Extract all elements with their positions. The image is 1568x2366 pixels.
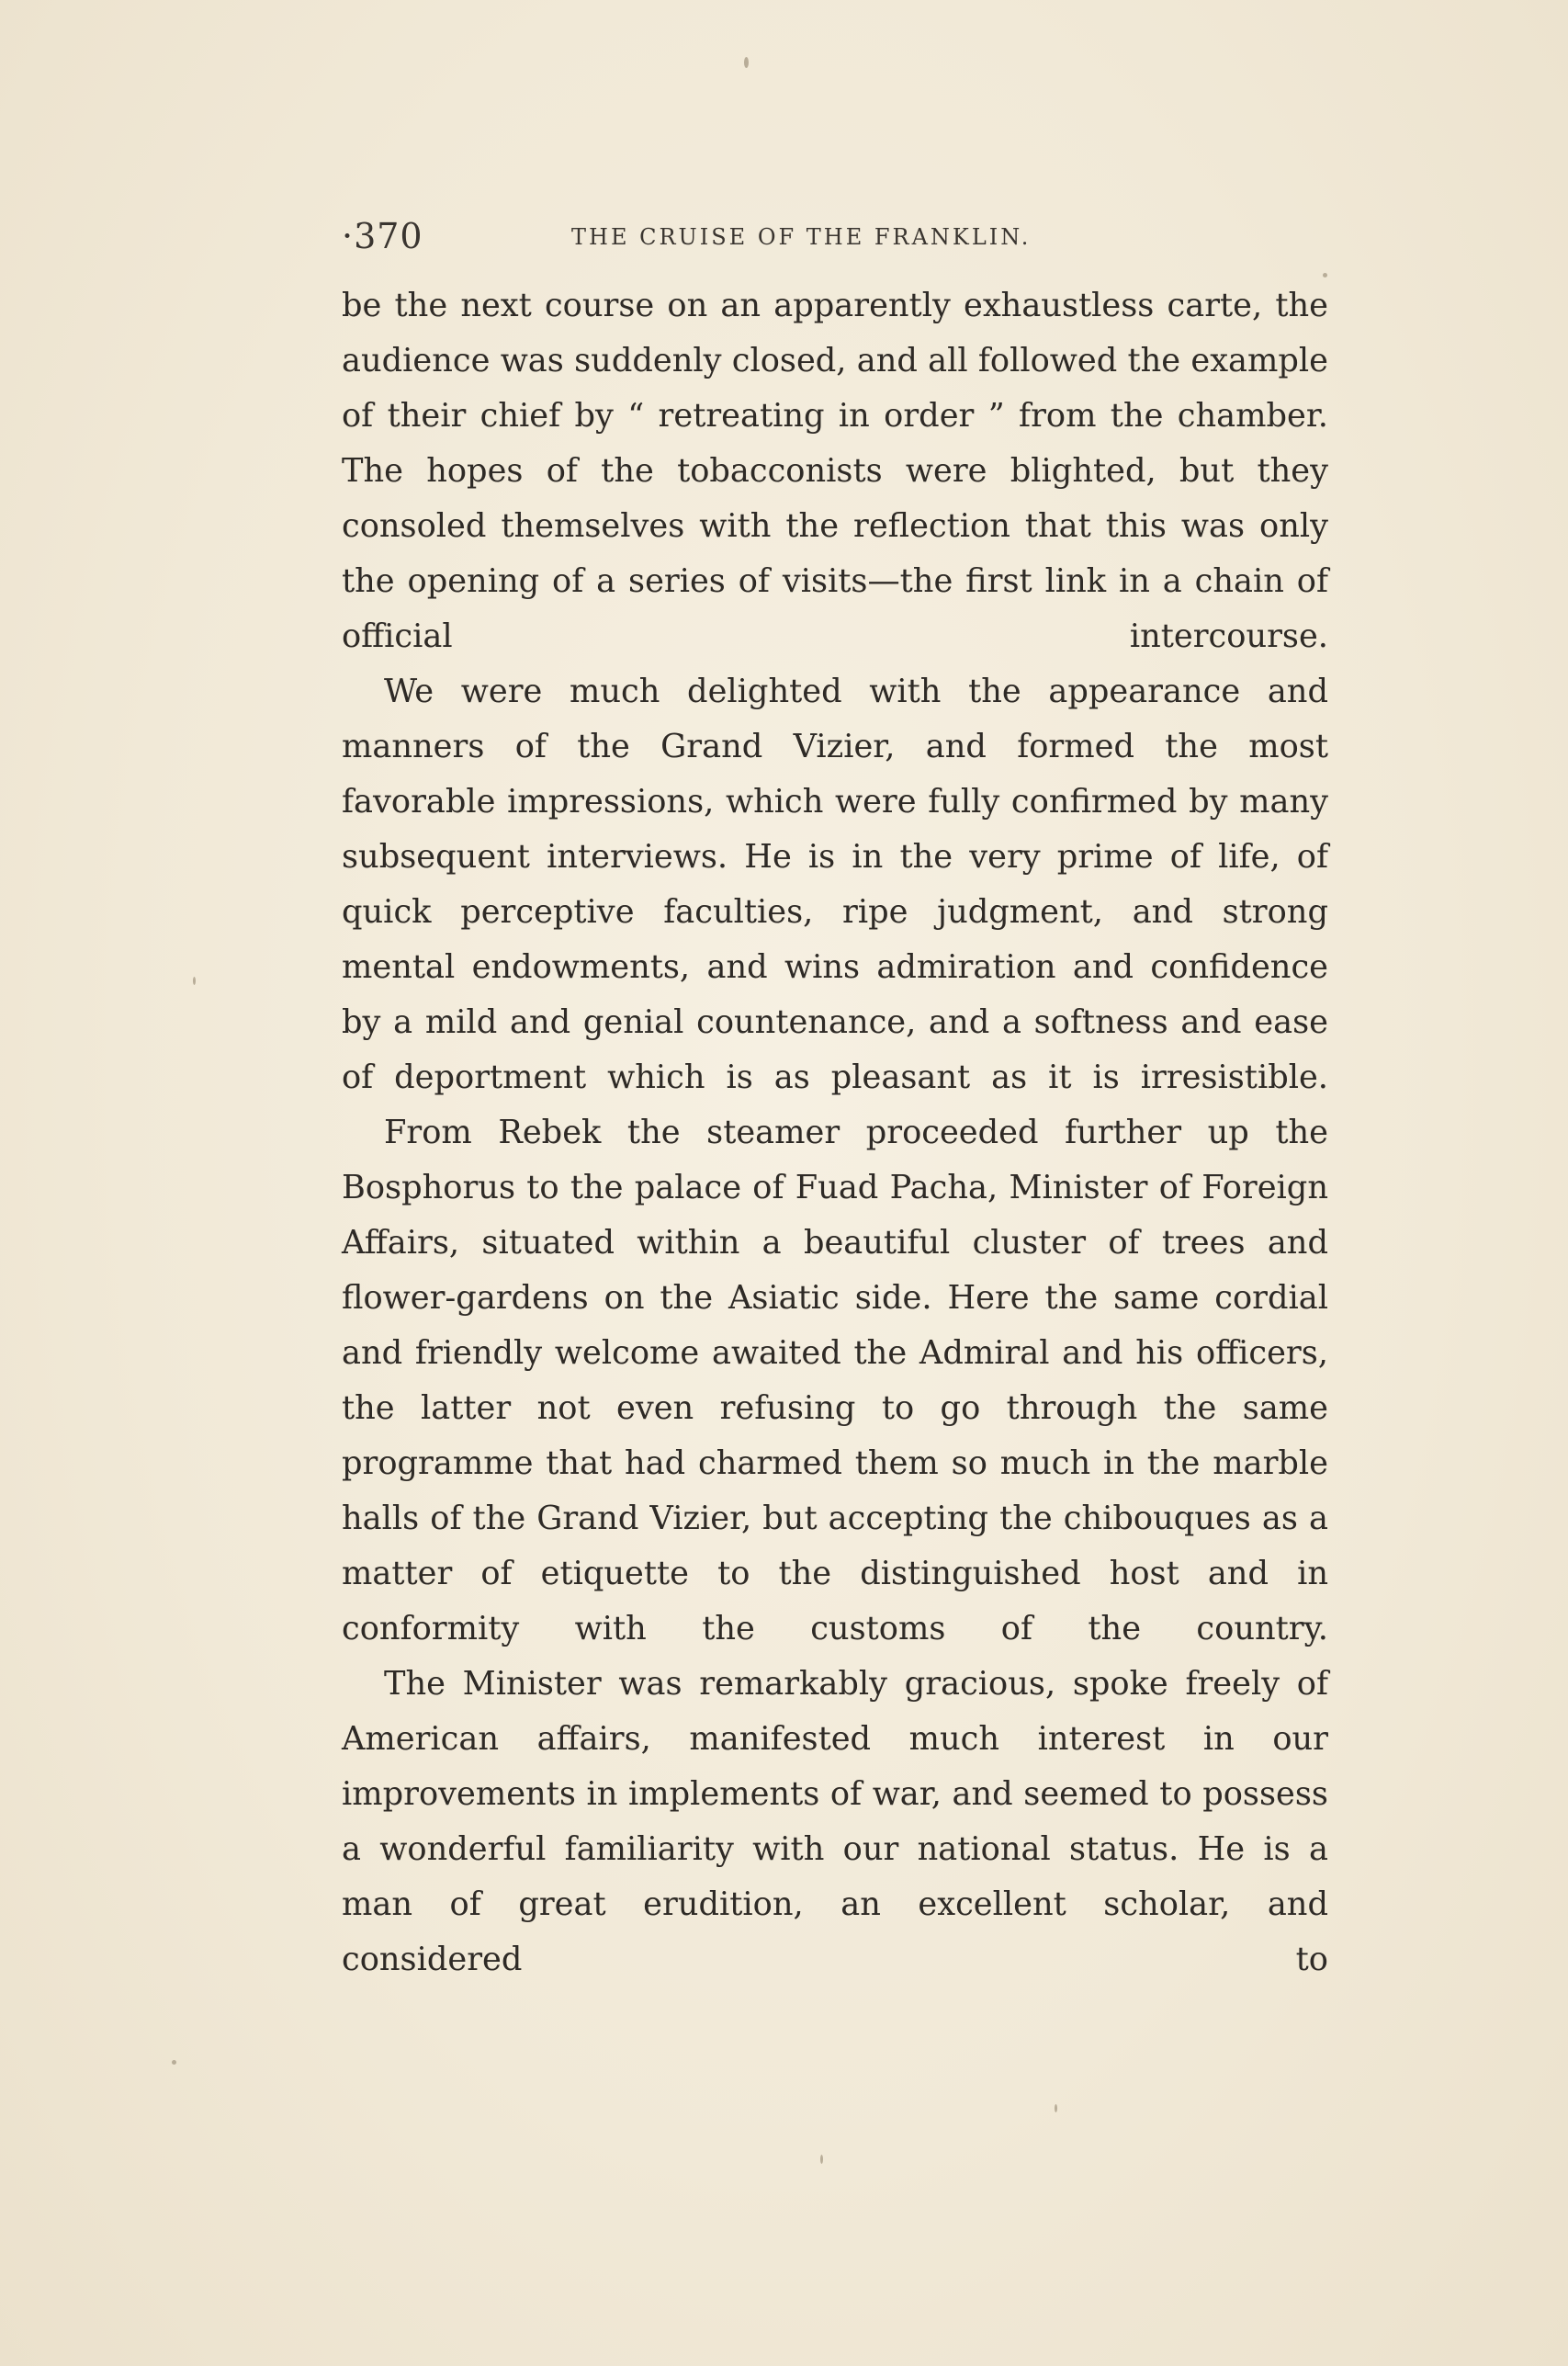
body-text [342,278,1328,1987]
paper-speck [744,57,749,68]
running-head [342,213,1343,259]
paragraph-4: The Minister was remarkably gracious, spoke freely of American affairs, manifested much interest in our improvements in implements of war, and seemed to possess a wonderful familiarity with our national status. He is a man of great erudition, an excellent scholar, and considered to [342,1665,1328,1978]
paragraph-1: be the next course on an apparently exhaustless carte, the audience was suddenly closed, and all followed the example of their chief by “ retreating in order ” from the chamber. The hopes of the tobacconists were blighted, but they consoled themselves with the reflection that this was only the opening of a series of visits—the first link in a chain of official intercourse. [342,287,1328,655]
running-title: THE CRUISE OF THE FRANKLIN. [571,224,1032,250]
paragraph-2: We were much delighted with the appearance and manners of the Grand Vizier, and formed the most favorable impressions, which were fully confirmed by many subsequent interviews. He is in the very prime of life, of quick perceptive faculties, ripe judgment, and strong mental endowments, and wins admiration and confidence by a mild and genial countenance, and a softness and ease of deportment which is as pleasant as it is irresistible. [342,673,1328,1096]
paragraph-3: From Rebek the steamer proceeded further up the Bosphorus to the palace of Fuad Pacha, Minister of Foreign Affairs, situated within a beautiful cluster of trees and flower-gardens on the Asiatic side. Here the same cordial and friendly welcome awaited the Admiral and his officers, the latter not even refusing to go through the same programme that had charmed them so much in the marble halls of the Grand Vizier, but accepting the chibouques as a matter of etiquette to the distinguished host and in conformity with the customs of the country. [342,1114,1328,1647]
paper-speck [193,977,196,985]
paper-speck [820,2155,823,2164]
paper-speck [1055,2104,1057,2112]
paper-speck [1323,273,1327,277]
paper-speck [172,2060,176,2065]
page-number: ·370 [342,216,423,256]
